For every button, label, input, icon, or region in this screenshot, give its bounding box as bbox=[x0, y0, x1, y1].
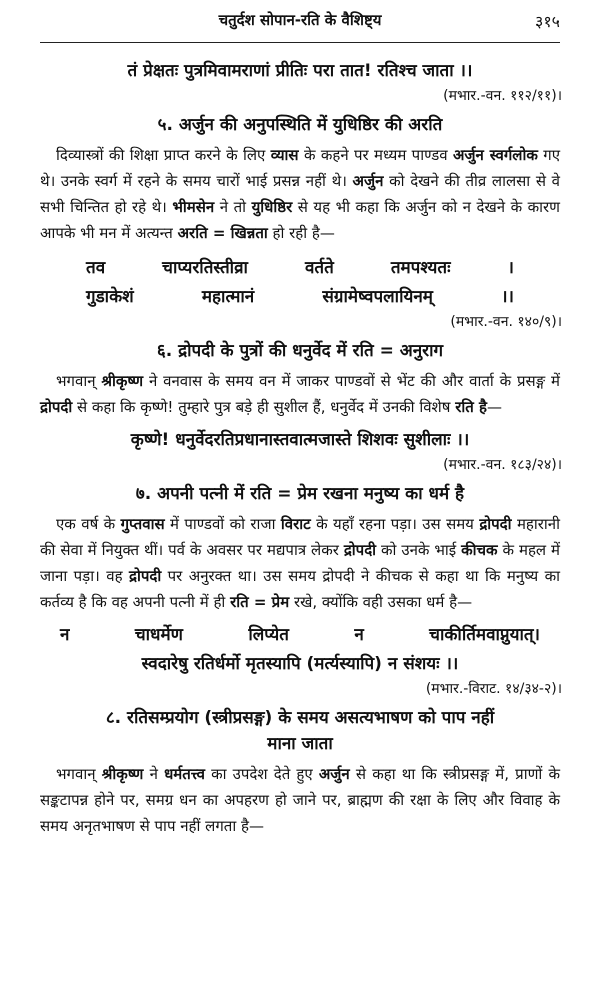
text-run: से कहा कि कृष्णे! तुम्हारे पुत्र बड़े ही सुशील हैं, धनुर्वेद में उनकी विशेष bbox=[72, 398, 456, 416]
section-5-heading: ५. अर्जुन की अनुपस्थिति में युधिष्ठिर की अरति bbox=[157, 115, 443, 135]
text-run: भगवान् bbox=[56, 372, 102, 390]
section-6-citation: (मभार.-वन. १८३/२४)। bbox=[443, 457, 562, 473]
page-number: ३१५ bbox=[535, 12, 560, 31]
bold-term: द्रोपदी bbox=[128, 567, 162, 585]
bold-term: रति है bbox=[455, 398, 487, 416]
text-run: महारानी की सेवा में नियुक्त थीं। पर्व के अवसर पर मद्यपात्र लेकर bbox=[40, 515, 561, 559]
chapter-title: चतुर्दश सोपान-रति के वैशिष्ट्य bbox=[218, 11, 382, 29]
section-7 bbox=[40, 481, 560, 699]
section-7-citation: (मभार.-विराट. १४/३४-२)। bbox=[425, 681, 562, 697]
bold-term: कीचक bbox=[461, 541, 498, 559]
bold-term: व्यास bbox=[270, 146, 299, 164]
section-6-verse-line-1: कृष्णे! धनुर्वेदरतिप्रधानास्तवात्मजास्ते शिशवः सुशीलाः ।। bbox=[130, 430, 470, 450]
bold-term: द्रोपदी bbox=[343, 541, 377, 559]
bold-term: अरति = खिन्नता bbox=[177, 224, 268, 242]
section-8-paragraph bbox=[40, 761, 560, 839]
bold-term: अर्जुन स्वर्गलोक bbox=[452, 146, 538, 164]
section-5-citation: (मभार.-वन. १४०/९)। bbox=[450, 314, 562, 330]
text-run: दिव्यास्त्रों की शिक्षा प्राप्त करने के लिए bbox=[56, 146, 271, 164]
bold-term: श्रीकृष्ण bbox=[101, 372, 144, 390]
section-7-heading: ७. अपनी पत्नी में रति = प्रेम रखना मनुष्य का धर्म है bbox=[135, 484, 465, 504]
bold-term: युधिष्ठिर bbox=[251, 198, 293, 216]
text-run: हो रही है— bbox=[267, 224, 335, 242]
section-5-verse-line-2: गुडाकेशं महात्मानं संग्रामेष्वपलायिनम् ।। bbox=[86, 287, 514, 307]
text-run: का उपदेश देते हुए bbox=[204, 765, 319, 783]
bold-term: धर्मतत्त्व bbox=[164, 765, 205, 783]
bold-term: द्रोपदी bbox=[40, 398, 73, 416]
bold-term: द्रोपदी bbox=[479, 515, 512, 533]
text-run: के महल में जाना पड़ा। वह bbox=[40, 541, 560, 585]
bold-term: अर्जुन bbox=[318, 765, 350, 783]
citation-1: (मभार.-वन. ११२/११)। bbox=[443, 88, 562, 104]
running-head bbox=[40, 0, 560, 43]
text-run: के कहने पर मध्यम पाण्डव bbox=[298, 146, 453, 164]
text-run: भगवान् bbox=[56, 765, 102, 783]
section-7-verse-line-2: स्वदारेषु रतिर्धर्मो मृतस्यापि (मर्त्यस्यापि) न संशयः ।। bbox=[141, 654, 459, 674]
bold-term: रति = प्रेम bbox=[230, 593, 290, 611]
section-8-heading-line-2: माना जाता bbox=[267, 734, 333, 754]
section-5-paragraph bbox=[40, 142, 560, 246]
bold-term: भीमसेन bbox=[172, 198, 215, 216]
text-run: ने वनवास के समय वन में जाकर पाण्डवों से भेंट की और वार्ता के प्रसङ्ग में bbox=[143, 372, 561, 390]
bold-term: अर्जुन bbox=[352, 172, 384, 190]
bold-term: गुप्तवास bbox=[120, 515, 165, 533]
text-run: से यह भी कहा कि अर्जुन को न देखने के कारण आपके भी मन में अत्यन्त bbox=[40, 198, 560, 242]
text-run: एक वर्ष के bbox=[56, 515, 121, 533]
text-run: के यहाँ रहना पड़ा। उस समय bbox=[310, 515, 480, 533]
section-7-verse-line-1: न चाधर्मेण लिप्येत न चाकीर्तिमवाप्नुयात्। bbox=[60, 625, 540, 645]
section-6-heading: ६. द्रोपदी के पुत्रों की धनुर्वेद में रति = अनुराग bbox=[156, 341, 444, 361]
verse-1: तं प्रेक्षतः पुत्रमिवामराणां प्रीतिः परा तात! रतिश्च जाता ।। bbox=[127, 61, 473, 81]
section-8 bbox=[40, 705, 560, 839]
section-7-paragraph bbox=[40, 511, 560, 615]
bold-term: विराट bbox=[280, 515, 311, 533]
bold-term: श्रीकृष्ण bbox=[101, 765, 144, 783]
text-run: को उनके भाई bbox=[376, 541, 462, 559]
text-run: से कहा था कि स्त्रीप्रसङ्ग में, प्राणों के सङ्कटापन्न होने पर, समग्र धन का अपहरण हो जाने पर, ब्राह्मण की रक्षा के लिए और विवाह के समय अनृतभाषण से पाप नहीं लगता है— bbox=[40, 765, 560, 835]
text-run: पर अनुरक्त था। उस समय द्रोपदी ने कीचक से कहा था कि मनुष्य का कर्तव्य है कि वह अपनी पत्नी में ही bbox=[40, 567, 561, 611]
section-8-heading-line-1: ८. रतिसम्प्रयोग (स्त्रीप्रसङ्ग) के समय असत्यभाषण को पाप नहीं bbox=[105, 708, 495, 728]
section-6 bbox=[40, 338, 560, 475]
text-run: — bbox=[486, 398, 502, 416]
section-5-verse-line-1: तव चाप्यरतिस्तीव्रा वर्तते तमपश्यतः । bbox=[86, 258, 514, 278]
text-run: ने bbox=[143, 765, 165, 783]
text-run: रखे, क्योंकि वही उसका धर्म है— bbox=[289, 593, 473, 611]
section-6-paragraph bbox=[40, 368, 560, 420]
section-5 bbox=[40, 112, 560, 332]
text-run: गए थे। उनके स्वर्ग में रहने के समय चारों भाई प्रसन्न नहीं थे। bbox=[40, 146, 560, 190]
text-run: में पाण्डवों को राजा bbox=[164, 515, 281, 533]
text-run: ने तो bbox=[214, 198, 252, 216]
text-run: को देखने की तीव्र लालसा से वे सभी चिन्तित हो रहे थे। bbox=[40, 172, 560, 216]
